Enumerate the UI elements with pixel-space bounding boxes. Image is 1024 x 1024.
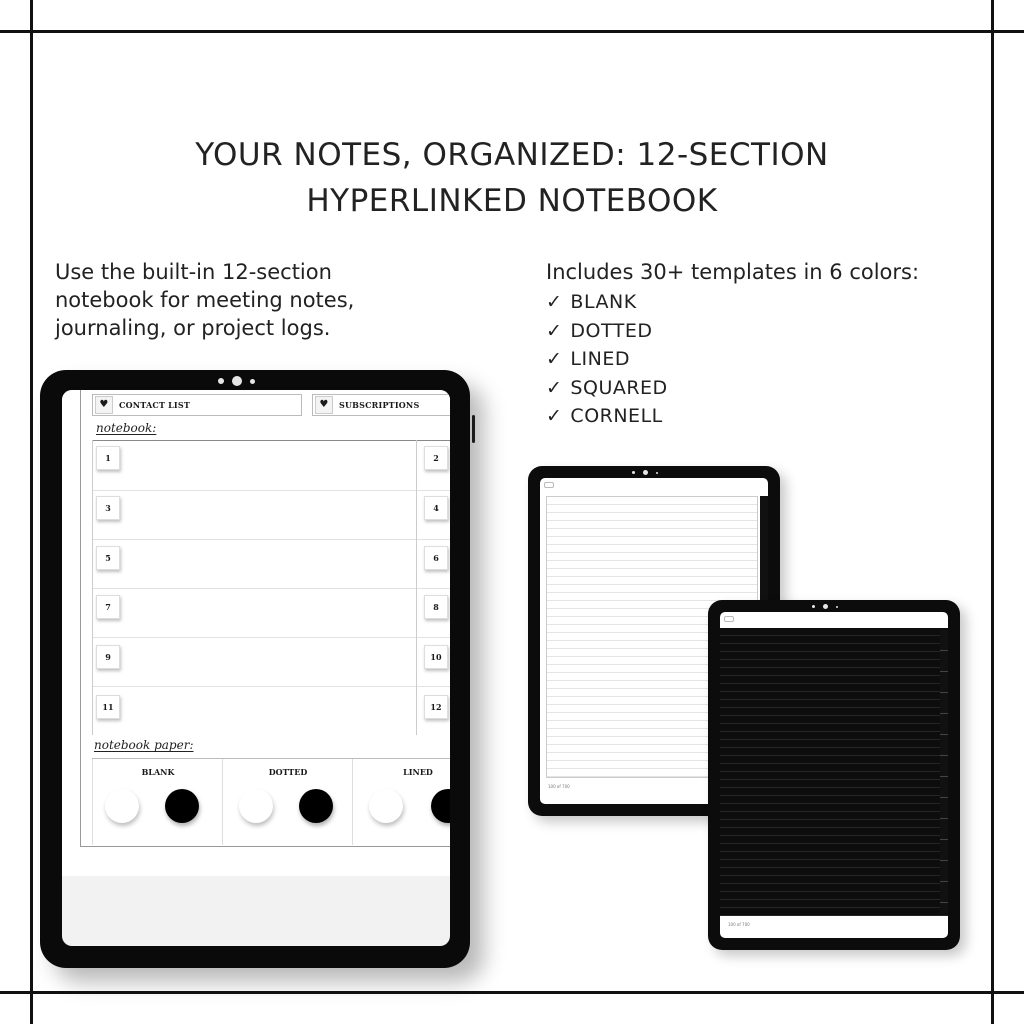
grid-divider <box>416 440 417 735</box>
template-label: CORNELL <box>570 405 663 427</box>
quick-link-contact-list[interactable] <box>92 394 302 416</box>
paper-heading: notebook paper: <box>94 738 194 752</box>
paper-blank-black-button[interactable] <box>165 789 199 823</box>
template-label: DOTTED <box>570 319 653 342</box>
section-2-button[interactable]: 2 <box>424 446 448 470</box>
section-grid <box>92 440 450 736</box>
notebook-heading: notebook: <box>96 421 157 435</box>
templates-intro: Includes 30+ templates in 6 colors: <box>546 260 920 284</box>
camera-icon <box>812 604 838 609</box>
section-tab-strip[interactable] <box>940 630 948 914</box>
paper-label: DOTTED <box>268 767 308 777</box>
section-10-button[interactable]: 10 <box>424 645 448 669</box>
check-icon: ✓ <box>546 405 563 427</box>
template-label: BLANK <box>570 291 637 313</box>
grid-divider <box>92 440 93 735</box>
page-title <box>0 132 1024 224</box>
section-11-button[interactable]: 11 <box>96 695 120 719</box>
template-list <box>546 288 919 431</box>
section-8-button[interactable]: 8 <box>424 595 448 619</box>
left-desc-line-2: notebook for meeting notes, <box>55 288 355 312</box>
section-3-button[interactable]: 3 <box>96 496 120 520</box>
title-line-1: YOUR NOTES, ORGANIZED: 12-SECTION <box>195 137 829 173</box>
paper-option-dotted <box>222 759 353 845</box>
camera-icon <box>632 470 658 475</box>
section-6-button[interactable]: 6 <box>424 546 448 570</box>
section-1-button[interactable]: 1 <box>96 446 120 470</box>
heart-icon: ♥ <box>95 396 113 414</box>
frame-line-bottom <box>0 991 1024 994</box>
left-desc-line-1: Use the built-in 12-section <box>55 260 332 284</box>
section-9-button[interactable]: 9 <box>96 645 120 669</box>
paper-blank-white-button[interactable] <box>105 789 139 823</box>
title-line-2: HYPERLINKED NOTEBOOK <box>306 183 718 219</box>
page-footer: 100 of 700 <box>548 784 570 789</box>
check-icon: ✓ <box>546 291 563 313</box>
section-5-button[interactable]: 5 <box>96 546 120 570</box>
template-item <box>546 288 919 317</box>
section-tab-strip[interactable] <box>760 496 768 606</box>
page-footer: 100 of 700 <box>728 922 750 927</box>
right-description <box>546 258 919 431</box>
check-icon: ✓ <box>546 319 563 342</box>
left-description <box>55 258 354 342</box>
back-button[interactable] <box>544 482 554 488</box>
template-item <box>546 374 919 403</box>
template-label: LINED <box>570 348 630 370</box>
section-7-button[interactable]: 7 <box>96 595 120 619</box>
section-4-button[interactable]: 4 <box>424 496 448 520</box>
template-item <box>546 402 919 431</box>
tablet-dark-screen <box>720 612 948 938</box>
back-button[interactable] <box>724 616 734 622</box>
paper-dotted-black-button[interactable] <box>299 789 333 823</box>
grid-row <box>92 441 450 491</box>
paper-option-lined <box>352 759 450 845</box>
check-icon: ✓ <box>546 348 563 370</box>
tablet-main <box>40 370 470 968</box>
template-label: SQUARED <box>570 376 668 399</box>
template-item <box>546 317 919 346</box>
paper-lined-black-button[interactable] <box>431 789 450 823</box>
notebook-page <box>62 390 450 876</box>
grid-row <box>92 490 450 540</box>
paper-option-blank <box>92 759 223 845</box>
paper-label: BLANK <box>141 767 175 777</box>
check-icon: ✓ <box>546 376 563 399</box>
side-button <box>472 415 475 443</box>
paper-label: LINED <box>403 767 433 777</box>
paper-lined-white-button[interactable] <box>369 789 403 823</box>
section-12-button[interactable]: 12 <box>424 695 448 719</box>
quick-link-label: SUBSCRIPTIONS <box>339 400 420 410</box>
frame-line-top <box>0 30 1024 33</box>
paper-selector <box>92 758 450 845</box>
heart-icon: ♥ <box>315 396 333 414</box>
quick-link-label: CONTACT LIST <box>119 400 190 410</box>
paper-dotted-white-button[interactable] <box>239 789 273 823</box>
grid-row <box>92 539 450 589</box>
tablet-main-screen <box>62 390 450 946</box>
dark-lined-page <box>720 628 948 916</box>
template-item <box>546 345 919 374</box>
grid-row <box>92 686 450 735</box>
tablet-dark-lined <box>708 600 960 950</box>
camera-icon <box>218 376 255 386</box>
left-desc-line-3: journaling, or project logs. <box>55 316 331 340</box>
grid-row <box>92 637 450 687</box>
grid-row <box>92 588 450 638</box>
quick-link-subscriptions[interactable] <box>312 394 450 416</box>
